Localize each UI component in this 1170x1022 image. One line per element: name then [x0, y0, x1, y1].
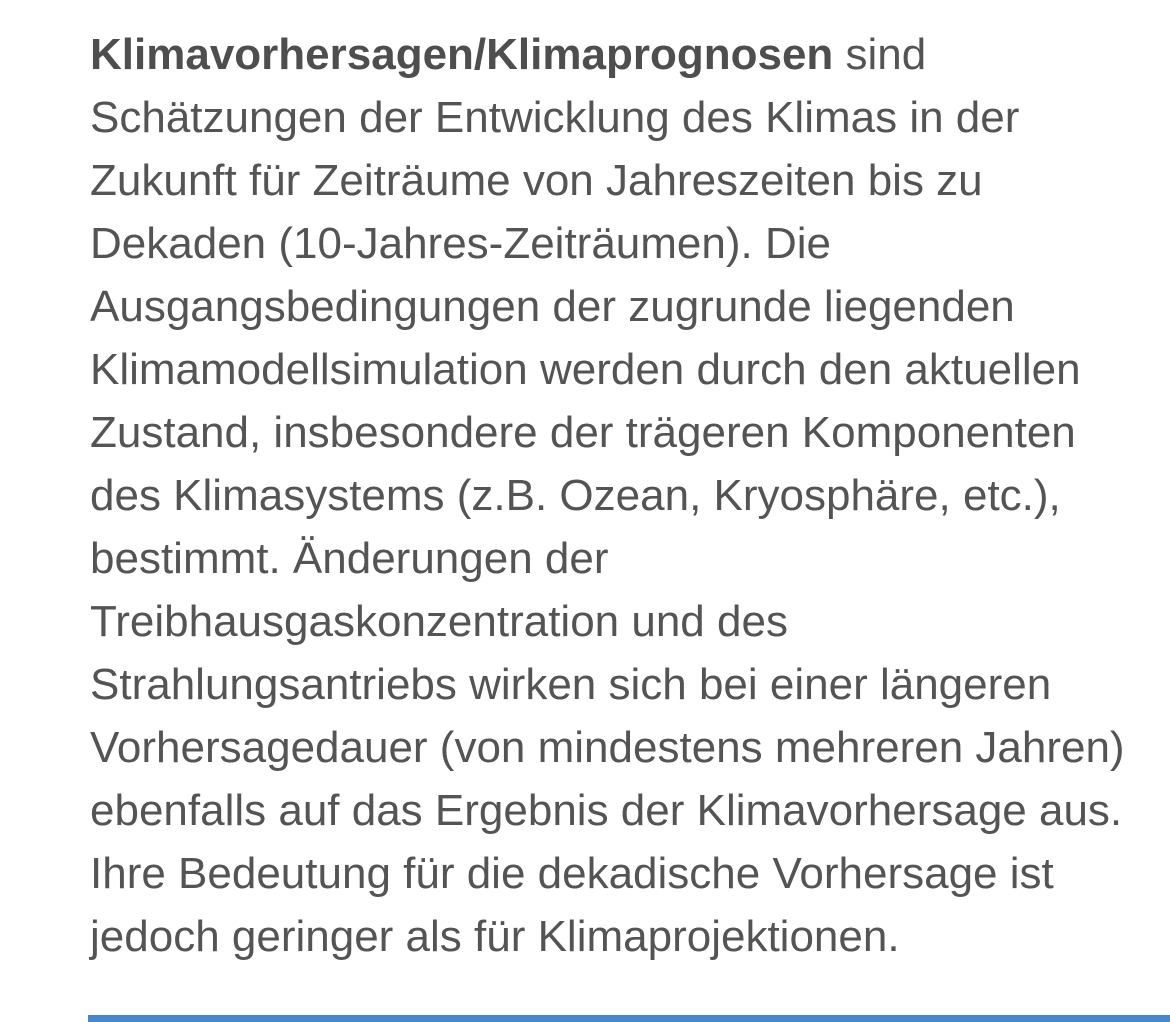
text-line: bestimmt. Änderungen der: [90, 534, 609, 583]
text-line: Vorhersagedauer (von mindestens mehreren Jahren): [90, 723, 1125, 772]
text-line: Ausgangsbedingungen der zugrunde liegenden: [90, 282, 1015, 331]
text-line: Treibhausgaskonzentration und des: [90, 597, 788, 646]
text-line: Schätzungen der Entwicklung des Klimas in der: [90, 93, 1020, 142]
text-line: Zukunft für Zeiträume von Jahreszeiten bis zu: [90, 156, 983, 205]
text-line: Zustand, insbesondere der trägeren Komponenten: [90, 408, 1076, 457]
text-line: Klimavorhersagen/Klimaprognosen sind: [90, 30, 927, 79]
glossary-term-bold: Klimavorhersagen/Klimaprognosen: [90, 30, 834, 79]
text-line: Klimamodellsimulation werden durch den aktuellen: [90, 345, 1081, 394]
bottom-divider-rule: [88, 1015, 1170, 1022]
text-line: des Klimasystems (z.B. Ozean, Kryosphäre, etc.),: [90, 471, 1061, 520]
text-line: Strahlungsantriebs wirken sich bei einer längeren: [90, 660, 1052, 709]
text-line: Ihre Bedeutung für die dekadische Vorhersage ist: [90, 849, 1054, 898]
text-line: jedoch geringer als für Klimaprojektionen.: [90, 912, 900, 961]
text-line: ebenfalls auf das Ergebnis der Klimavorhersage aus.: [90, 786, 1123, 835]
definition-paragraph: [90, 23, 1125, 968]
text-line: Dekaden (10-Jahres-Zeiträumen). Die: [90, 219, 831, 268]
